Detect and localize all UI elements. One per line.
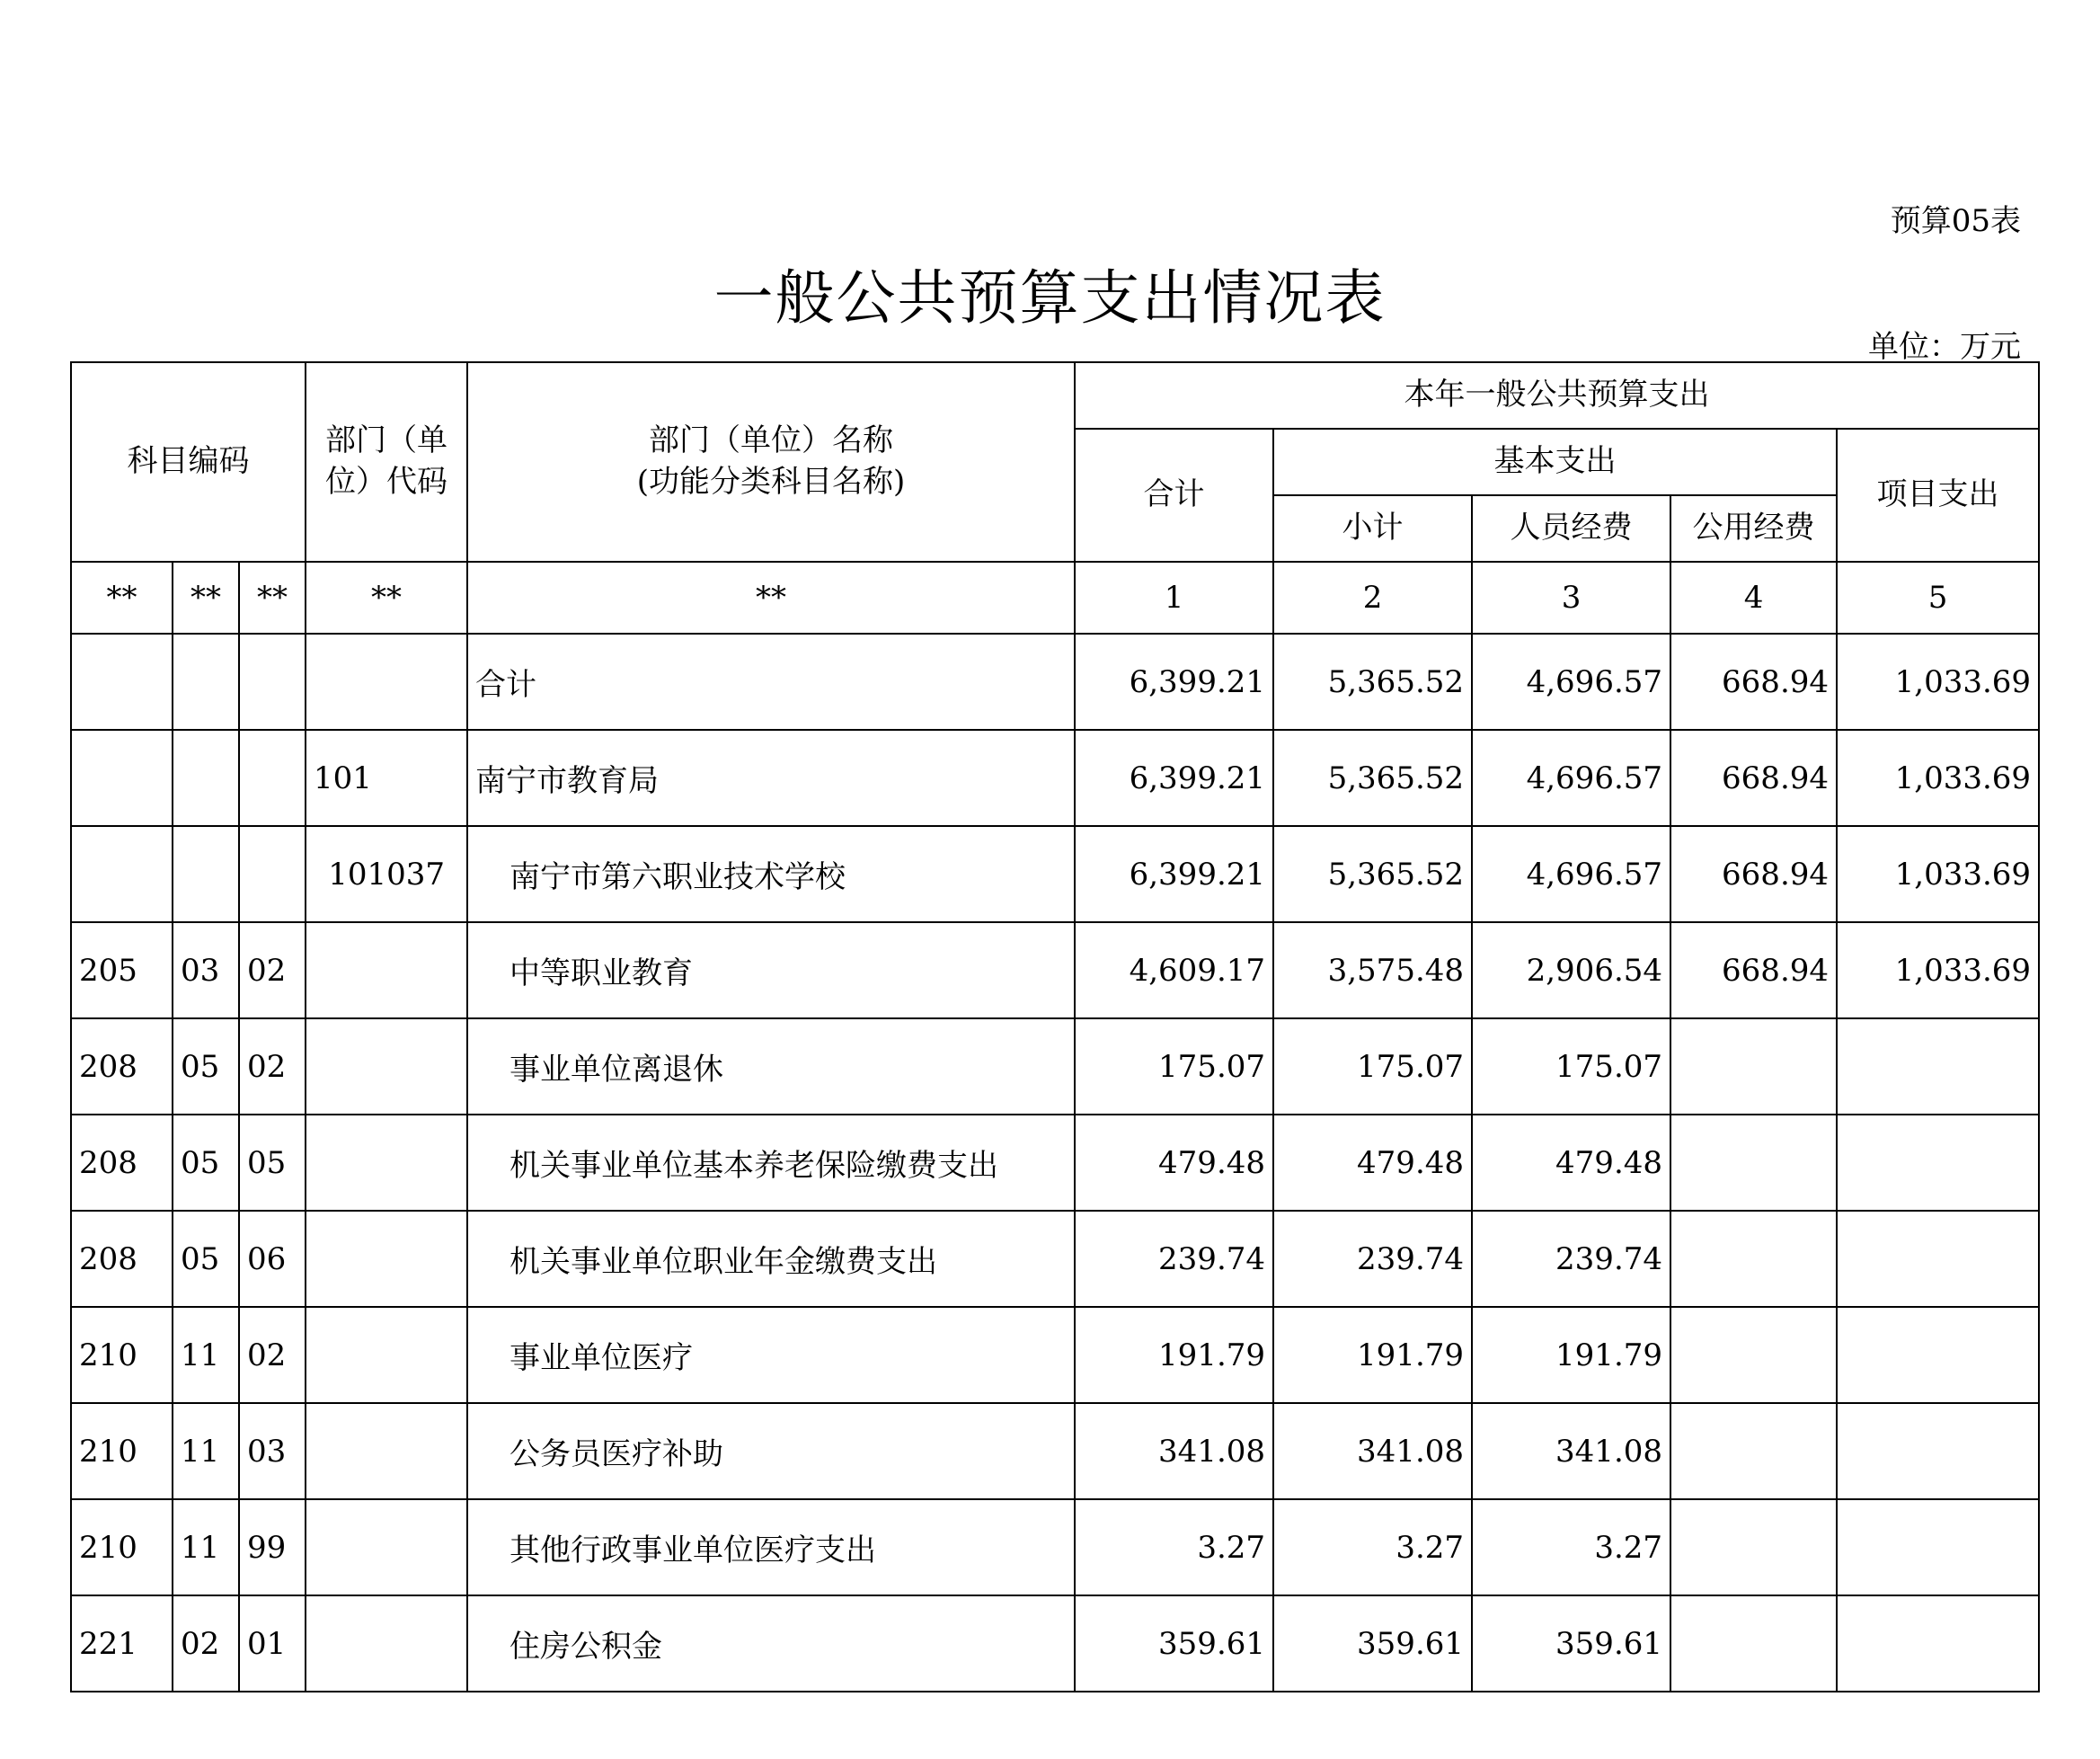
dept-code-cell [306, 922, 467, 1018]
personnel-cell: 4,696.57 [1472, 634, 1670, 730]
subject-item-cell [239, 826, 306, 922]
subject-section-cell [173, 634, 239, 730]
dept-code-cell: 101037 [306, 826, 467, 922]
index-cell: 1 [1075, 562, 1273, 634]
subject-item-cell: 02 [239, 1018, 306, 1115]
personnel-cell: 479.48 [1472, 1115, 1670, 1211]
header-public: 公用经费 [1670, 495, 1837, 562]
dept-code-cell [306, 1595, 467, 1692]
total-cell: 191.79 [1075, 1307, 1273, 1403]
subject-class-cell: 208 [71, 1115, 173, 1211]
table-row [71, 1403, 2039, 1499]
table-row [71, 1211, 2039, 1307]
subject-class-cell: 208 [71, 1211, 173, 1307]
dept-name-cell: 南宁市第六职业技术学校 [467, 826, 1075, 922]
dept-code-cell [306, 1307, 467, 1403]
subtotal-cell: 191.79 [1273, 1307, 1472, 1403]
personnel-cell: 3.27 [1472, 1499, 1670, 1595]
total-cell: 341.08 [1075, 1403, 1273, 1499]
header-group: 本年一般公共预算支出 [1075, 362, 2039, 429]
table-row [71, 1018, 2039, 1115]
personnel-cell: 191.79 [1472, 1307, 1670, 1403]
subject-class-cell [71, 634, 173, 730]
index-cell: ** [173, 562, 239, 634]
project-cell [1837, 1307, 2039, 1403]
dept-code-cell [306, 1499, 467, 1595]
dept-code-cell [306, 634, 467, 730]
table-row [71, 634, 2039, 730]
header-total: 合计 [1075, 429, 1273, 562]
budget-table [70, 361, 2040, 1692]
total-cell: 239.74 [1075, 1211, 1273, 1307]
subtotal-cell: 175.07 [1273, 1018, 1472, 1115]
data-body [71, 634, 2039, 1692]
project-cell: 1,033.69 [1837, 922, 2039, 1018]
table-code: 预算05表 [1890, 203, 2021, 239]
dept-name-cell: 合计 [467, 634, 1075, 730]
personnel-cell: 2,906.54 [1472, 922, 1670, 1018]
index-cell: 2 [1273, 562, 1472, 634]
subject-item-cell [239, 634, 306, 730]
dept-name-cell: 南宁市教育局 [467, 730, 1075, 826]
total-cell: 6,399.21 [1075, 730, 1273, 826]
table-row [71, 1499, 2039, 1595]
public-cell: 668.94 [1670, 826, 1837, 922]
total-cell: 6,399.21 [1075, 634, 1273, 730]
table-row [71, 1115, 2039, 1211]
dept-name-cell: 其他行政事业单位医疗支出 [467, 1499, 1075, 1595]
index-cell: ** [306, 562, 467, 634]
public-cell [1670, 1211, 1837, 1307]
subject-class-cell [71, 826, 173, 922]
personnel-cell: 4,696.57 [1472, 826, 1670, 922]
project-cell [1837, 1115, 2039, 1211]
index-cell: ** [239, 562, 306, 634]
personnel-cell: 4,696.57 [1472, 730, 1670, 826]
project-cell [1837, 1403, 2039, 1499]
public-cell [1670, 1403, 1837, 1499]
project-cell [1837, 1018, 2039, 1115]
project-cell: 1,033.69 [1837, 826, 2039, 922]
subject-section-cell: 05 [173, 1018, 239, 1115]
project-cell [1837, 1499, 2039, 1595]
index-cell: ** [71, 562, 173, 634]
subject-item-cell: 01 [239, 1595, 306, 1692]
index-cell: 3 [1472, 562, 1670, 634]
header-dept-name-line2: (功能分类科目名称) [636, 464, 906, 500]
dept-name-cell: 公务员医疗补助 [467, 1403, 1075, 1499]
subject-item-cell: 03 [239, 1403, 306, 1499]
public-cell: 668.94 [1670, 730, 1837, 826]
header-project: 项目支出 [1837, 429, 2039, 562]
table-row [71, 1307, 2039, 1403]
total-cell: 175.07 [1075, 1018, 1273, 1115]
personnel-cell: 359.61 [1472, 1595, 1670, 1692]
project-cell: 1,033.69 [1837, 634, 2039, 730]
project-cell [1837, 1595, 2039, 1692]
index-cell: ** [467, 562, 1075, 634]
subject-class-cell [71, 730, 173, 826]
header-row-1 [71, 362, 2039, 429]
project-cell [1837, 1211, 2039, 1307]
index-cell: 4 [1670, 562, 1837, 634]
dept-code-cell [306, 1403, 467, 1499]
header-dept-name-line1: 部门（单位）名称 [649, 422, 894, 459]
header-dept-name [467, 362, 1075, 562]
subject-class-cell: 210 [71, 1403, 173, 1499]
header-personnel: 人员经费 [1472, 495, 1670, 562]
page-title: 一般公共预算支出情况表 [713, 263, 1387, 333]
total-cell: 6,399.21 [1075, 826, 1273, 922]
public-cell [1670, 1307, 1837, 1403]
subtotal-cell: 5,365.52 [1273, 826, 1472, 922]
subject-section-cell: 11 [173, 1307, 239, 1403]
subject-section-cell: 11 [173, 1499, 239, 1595]
subject-item-cell: 06 [239, 1211, 306, 1307]
subject-section-cell: 05 [173, 1211, 239, 1307]
total-cell: 4,609.17 [1075, 922, 1273, 1018]
public-cell [1670, 1499, 1837, 1595]
unit-label: 单位：万元 [1868, 329, 2021, 365]
subject-class-cell: 208 [71, 1018, 173, 1115]
total-cell: 479.48 [1075, 1115, 1273, 1211]
table-row [71, 922, 2039, 1018]
public-cell: 668.94 [1670, 634, 1837, 730]
table-row [71, 826, 2039, 922]
table-row [71, 730, 2039, 826]
dept-name-cell: 机关事业单位基本养老保险缴费支出 [467, 1115, 1075, 1211]
subtotal-cell: 341.08 [1273, 1403, 1472, 1499]
index-cell: 5 [1837, 562, 2039, 634]
personnel-cell: 239.74 [1472, 1211, 1670, 1307]
index-row-body [71, 562, 2039, 634]
subject-item-cell: 05 [239, 1115, 306, 1211]
dept-name-cell: 事业单位离退休 [467, 1018, 1075, 1115]
public-cell [1670, 1595, 1837, 1692]
header-subject-code: 科目编码 [71, 362, 306, 562]
subject-class-cell: 205 [71, 922, 173, 1018]
subject-section-cell: 11 [173, 1403, 239, 1499]
subtotal-cell: 479.48 [1273, 1115, 1472, 1211]
subject-section-cell: 02 [173, 1595, 239, 1692]
header-dept-code: 部门（单位）代码 [306, 362, 467, 562]
subject-class-cell: 221 [71, 1595, 173, 1692]
personnel-cell: 175.07 [1472, 1018, 1670, 1115]
table-row [71, 1595, 2039, 1692]
project-cell: 1,033.69 [1837, 730, 2039, 826]
subject-item-cell [239, 730, 306, 826]
index-row [71, 562, 2039, 634]
dept-name-cell: 住房公积金 [467, 1595, 1075, 1692]
public-cell: 668.94 [1670, 922, 1837, 1018]
subtotal-cell: 5,365.52 [1273, 634, 1472, 730]
subject-class-cell: 210 [71, 1499, 173, 1595]
header-basic: 基本支出 [1273, 429, 1837, 495]
total-cell: 3.27 [1075, 1499, 1273, 1595]
subject-class-cell: 210 [71, 1307, 173, 1403]
dept-code-cell: 101 [306, 730, 467, 826]
public-cell [1670, 1018, 1837, 1115]
dept-code-cell [306, 1115, 467, 1211]
dept-name-cell: 中等职业教育 [467, 922, 1075, 1018]
subtotal-cell: 3,575.48 [1273, 922, 1472, 1018]
subtotal-cell: 359.61 [1273, 1595, 1472, 1692]
subject-item-cell: 99 [239, 1499, 306, 1595]
personnel-cell: 341.08 [1472, 1403, 1670, 1499]
subject-item-cell: 02 [239, 922, 306, 1018]
total-cell: 359.61 [1075, 1595, 1273, 1692]
dept-code-cell [306, 1211, 467, 1307]
subject-section-cell [173, 730, 239, 826]
public-cell [1670, 1115, 1837, 1211]
subtotal-cell: 5,365.52 [1273, 730, 1472, 826]
subject-section-cell: 05 [173, 1115, 239, 1211]
dept-name-cell: 事业单位医疗 [467, 1307, 1075, 1403]
dept-code-cell [306, 1018, 467, 1115]
subject-section-cell [173, 826, 239, 922]
subject-section-cell: 03 [173, 922, 239, 1018]
subtotal-cell: 239.74 [1273, 1211, 1472, 1307]
subject-item-cell: 02 [239, 1307, 306, 1403]
dept-name-cell: 机关事业单位职业年金缴费支出 [467, 1211, 1075, 1307]
subtotal-cell: 3.27 [1273, 1499, 1472, 1595]
header-subtotal: 小计 [1273, 495, 1472, 562]
